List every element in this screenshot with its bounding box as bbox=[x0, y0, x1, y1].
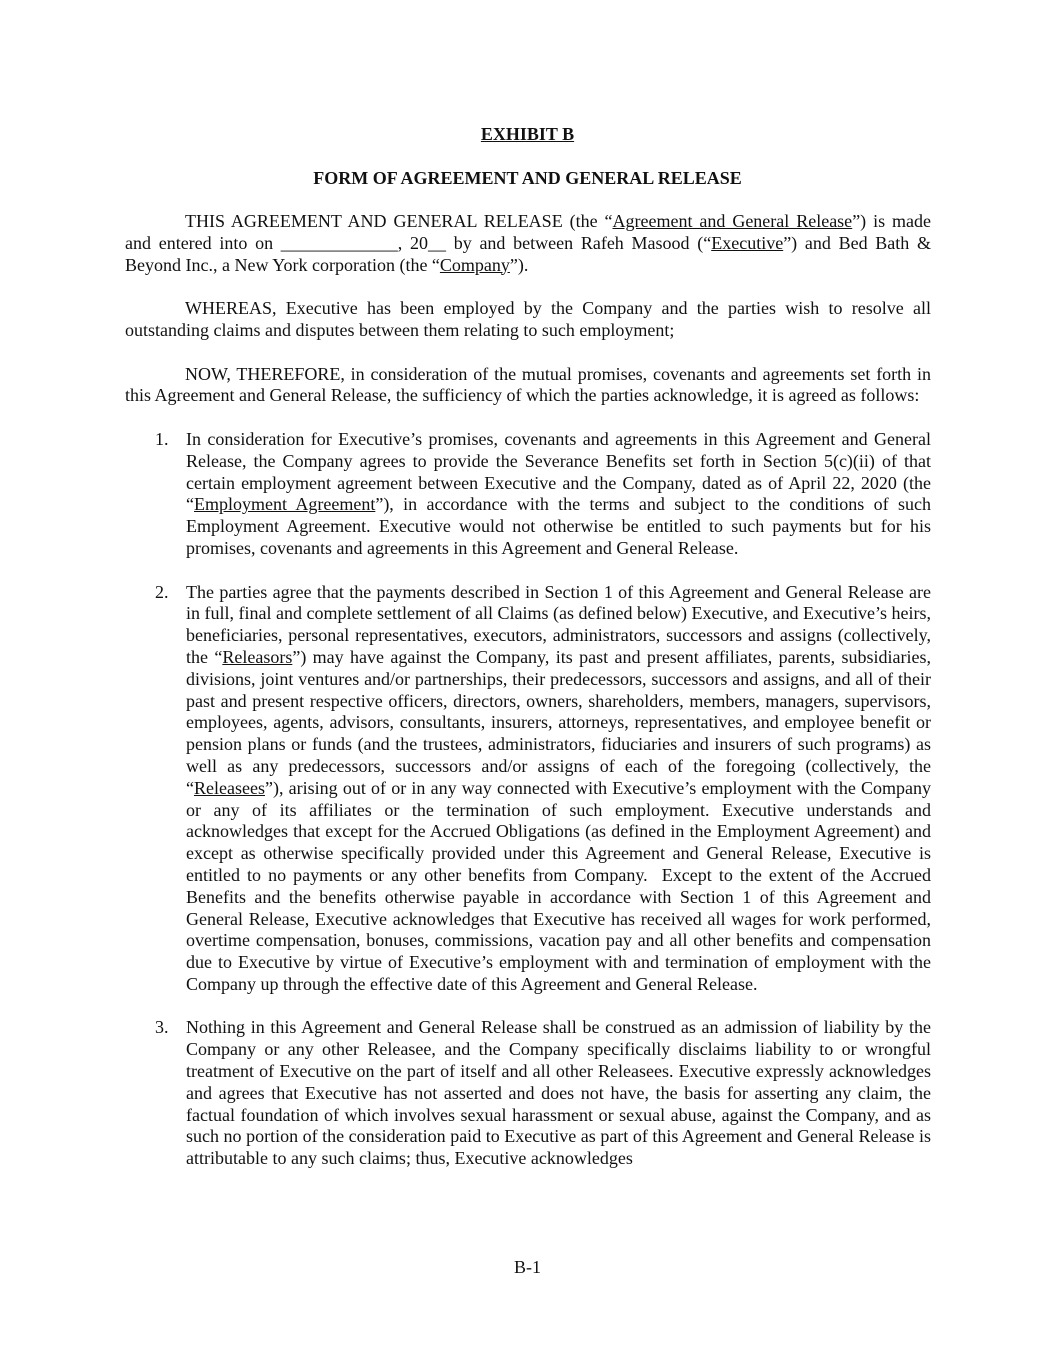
clause-2: 2. The parties agree that the payments described in Section 1 of this Agreement and General Release are in full, final and complete settlement of all Claims (as defined below) Executive, and Executive’s heirs, beneficiaries, personal representatives, executors, administrators, successors and assigns (collectively, the “Releasors”) may have against the Company, its past and present affiliates, parents, subsidiaries, divisions, joint ventures and/or partnerships, their predecessors, successors and assigns, and all of their past and present respective officers, directors, owners, shareholders, members, managers, supervisors, employees, agents, advisors, consultants, insurers, attorneys, representatives, and employee benefit or pension plans or funds (and the trustees, administrators, fiduciaries and insurers of such programs) as well as any predecessors, successors and/or assigns of each of the foregoing (collectively, the “Releasees”), arising out of or in any way connected with Executive’s employment with the Company or any of its affiliates or the termination of such employment. Executive understands and acknowledges that except for the Accrued Obligations (as defined in the Employment Agreement) and except as otherwise specifically provided under this Agreement and General Release, Executive is entitled to no payments or any other benefits from Company. Except to the extent of the Accrued Benefits and the benefits otherwise payable in accordance with Section 1 of this Agreement and General Release, Executive acknowledges that Executive has received all wages for work performed, overtime compensation, bonuses, commissions, vacation pay and all other benefits and compensation due to Executive by virtue of Executive’s employment with and termination of employment with the Company up through the effective date of this Agreement and General Release. bbox=[155, 581, 931, 994]
defined-term-releasees: Releasees bbox=[194, 777, 265, 798]
clause-number: 1. bbox=[155, 428, 169, 449]
document-body bbox=[125, 211, 931, 1192]
clause-3: 3. Nothing in this Agreement and General Release shall be construed as an admission of liability by the Company or any other Releasee, and the Company specifically disclaims liability to or wrongful treatment of Executive on the part of itself and all other Releasees. Executive expressly acknowledges and agrees that Executive has not asserted and does not have, the basis for asserting any claim, the factual foundation of which involves sexual harassment or sexual abuse, against the Company, and as such no portion of the consideration paid to Executive as part of this Agreement and General Release is attributable to any such claims; thus, Executive acknowledges bbox=[155, 1017, 931, 1169]
clause-number: 3. bbox=[155, 1017, 169, 1038]
intro-paragraph: THIS AGREEMENT AND GENERAL RELEASE (the “Agreement and General Release”) is made and entered into on _____________, 20__ by and between Rafeh Masood (“Executive”) and Bed Bath & Beyond Inc., a New York corporation (the “Company”). bbox=[125, 211, 932, 275]
clause-1: 1. In consideration for Executive’s promises, covenants and agreements in this Agreement and General Release, the Company agrees to provide the Severance Benefits set forth in Section 5(c)(ii) of that certain employment agreement between Executive and the Company, dated as of April 22, 2020 (the “Employment Agreement”), in accordance with the terms and subject to the conditions of such Employment Agreement. Executive would not otherwise be entitled to such payments but for his promises, covenants and agreements in this Agreement and General Release. bbox=[155, 428, 931, 558]
now-therefore-paragraph: NOW, THEREFORE, in consideration of the mutual promises, covenants and agreements set forth in this Agreement and General Release, the sufficiency of which the parties acknowledge, it is agreed as follows: bbox=[125, 363, 931, 406]
whereas-paragraph: WHEREAS, Executive has been employed by the Company and the parties wish to resolve all outstanding claims and disputes between them relating to such employment; bbox=[125, 298, 931, 340]
defined-term-agreement: Agreement and General Release bbox=[612, 211, 853, 231]
page-number: B-1 bbox=[514, 1257, 541, 1277]
defined-term-employment-agreement: Employment Agreement bbox=[194, 494, 376, 515]
defined-term-releasors: Releasors bbox=[222, 646, 293, 667]
clause-list bbox=[125, 429, 931, 1170]
defined-term-company: Company bbox=[439, 254, 510, 275]
defined-term-executive: Executive bbox=[711, 232, 784, 253]
exhibit-heading: EXHIBIT B bbox=[480, 124, 575, 144]
clause-number: 2. bbox=[155, 581, 169, 602]
document-title: FORM OF AGREEMENT AND GENERAL RELEASE bbox=[313, 168, 742, 188]
